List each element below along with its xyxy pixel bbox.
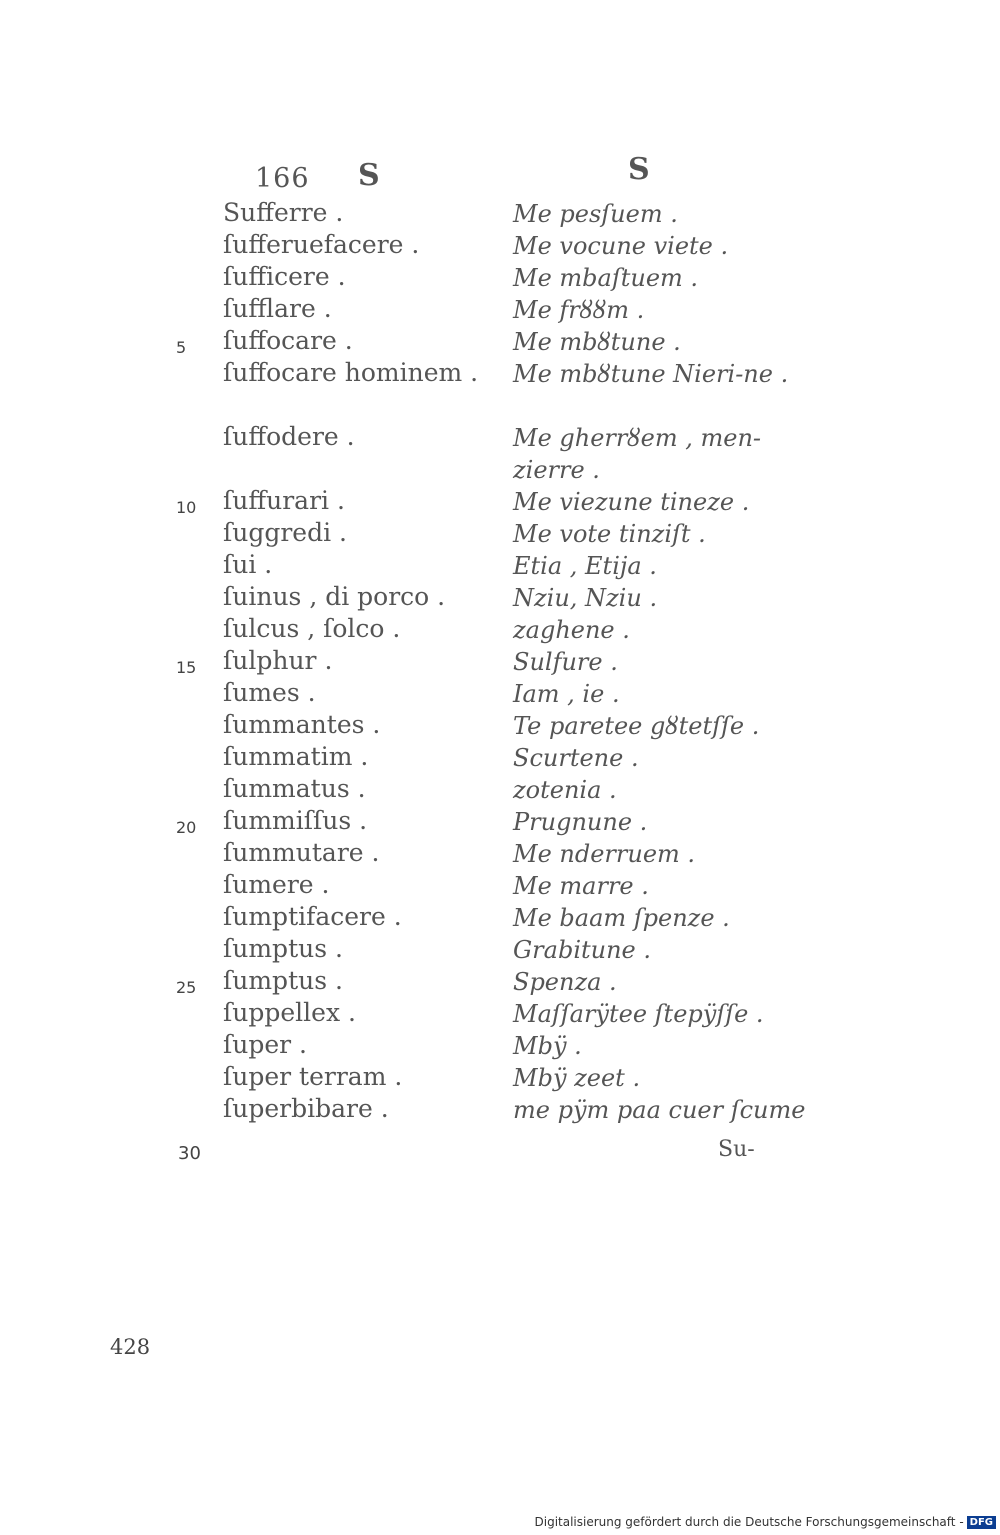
latin-term: ſufferuefacere . bbox=[223, 230, 420, 259]
latin-term: ſumptifacere . bbox=[223, 902, 402, 931]
albanian-translation: Me baam ſpenze . bbox=[513, 904, 730, 932]
latin-term: ſumere . bbox=[223, 870, 330, 899]
albanian-translation: Spenza . bbox=[513, 968, 617, 996]
line-number: 20 bbox=[176, 818, 197, 837]
latin-term: ſummatim . bbox=[223, 742, 369, 771]
latin-term: ſuffocare hominem . bbox=[223, 358, 479, 387]
latin-term: ſulphur . bbox=[223, 646, 333, 675]
albanian-translation: Maſſarÿtee ſtepÿſſe . bbox=[513, 1000, 764, 1028]
footer-credit bbox=[535, 1515, 997, 1529]
albanian-translation: Me gherrȣem , men-zierre . bbox=[513, 424, 762, 484]
header-letter-left: S bbox=[358, 158, 380, 193]
latin-term: ſummiſſus . bbox=[223, 806, 368, 835]
latin-term: ſumptus . bbox=[223, 934, 343, 963]
albanian-translation: Me mbȣtune Nieri-ne . bbox=[513, 360, 789, 388]
albanian-translation: Me viezune tineze . bbox=[513, 488, 750, 516]
latin-term: ſuinus , di porco . bbox=[223, 582, 446, 611]
line-number: 30 bbox=[178, 1143, 201, 1164]
line-number: 25 bbox=[176, 978, 197, 997]
latin-term: ſulcus , ſolco . bbox=[223, 614, 401, 643]
header-letter-right: S bbox=[628, 152, 650, 187]
latin-term: ſufflare . bbox=[223, 294, 332, 323]
albanian-translation: Mbÿ . bbox=[513, 1032, 582, 1060]
latin-term: ſuffurari . bbox=[223, 486, 345, 515]
latin-term: ſummatus . bbox=[223, 774, 366, 803]
line-number: 15 bbox=[176, 658, 197, 677]
albanian-translation: zaghene . bbox=[513, 616, 630, 644]
albanian-translation: Me vote tinziſt . bbox=[513, 520, 706, 548]
latin-term: ſuffodere . bbox=[223, 422, 355, 451]
albanian-translation: Me pesſuem . bbox=[513, 200, 678, 228]
albanian-translation: Sulfure . bbox=[513, 648, 618, 676]
albanian-translation: Etia , Etija . bbox=[513, 552, 657, 580]
albanian-translation: Me marre . bbox=[513, 872, 649, 900]
latin-term: ſummantes . bbox=[223, 710, 381, 739]
latin-term: ſummutare . bbox=[223, 838, 380, 867]
latin-term: ſuper terram . bbox=[223, 1062, 403, 1091]
albanian-translation: Me frȣȣm . bbox=[513, 296, 645, 324]
latin-term: ſuper . bbox=[223, 1030, 307, 1059]
latin-term: ſufficere . bbox=[223, 262, 346, 291]
albanian-translation: Iam , ie . bbox=[513, 680, 620, 708]
footer-text: Digitalisierung gefördert durch die Deutsche Forschungsgemeinschaft - bbox=[534, 1515, 964, 1529]
albanian-translation: Grabitune . bbox=[513, 936, 652, 964]
albanian-translation: me pÿm paa cuer ſcume bbox=[513, 1096, 806, 1124]
latin-term: ſui . bbox=[223, 550, 273, 579]
latin-term: ſuppellex . bbox=[223, 998, 356, 1027]
albanian-translation: Me nderruem . bbox=[513, 840, 696, 868]
catchword: Su- bbox=[718, 1137, 755, 1162]
line-number: 10 bbox=[176, 498, 197, 517]
folio-number: 428 bbox=[110, 1335, 151, 1359]
dfg-logo-icon: DFG bbox=[967, 1516, 996, 1529]
albanian-translation: Me mbaſtuem . bbox=[513, 264, 699, 292]
albanian-translation: Me mbȣtune . bbox=[513, 328, 681, 356]
latin-term: ſumptus . bbox=[223, 966, 343, 995]
albanian-translation: Scurtene . bbox=[513, 744, 639, 772]
albanian-translation: Prugnune . bbox=[513, 808, 648, 836]
latin-term: Sufferre . bbox=[223, 198, 344, 227]
page-number: 166 bbox=[255, 163, 310, 194]
latin-term: ſumes . bbox=[223, 678, 316, 707]
latin-term: ſuperbibare . bbox=[223, 1094, 389, 1123]
albanian-translation: Me vocune viete . bbox=[513, 232, 729, 260]
albanian-translation: Te paretee gȣtetſſe . bbox=[513, 712, 760, 740]
albanian-translation: zotenia . bbox=[513, 776, 617, 804]
latin-term: ſuggredi . bbox=[223, 518, 347, 547]
latin-term: ſuffocare . bbox=[223, 326, 353, 355]
line-number: 5 bbox=[176, 338, 187, 357]
albanian-translation: Nziu, Nziu . bbox=[513, 584, 658, 612]
albanian-translation: Mbÿ zeet . bbox=[513, 1064, 641, 1092]
